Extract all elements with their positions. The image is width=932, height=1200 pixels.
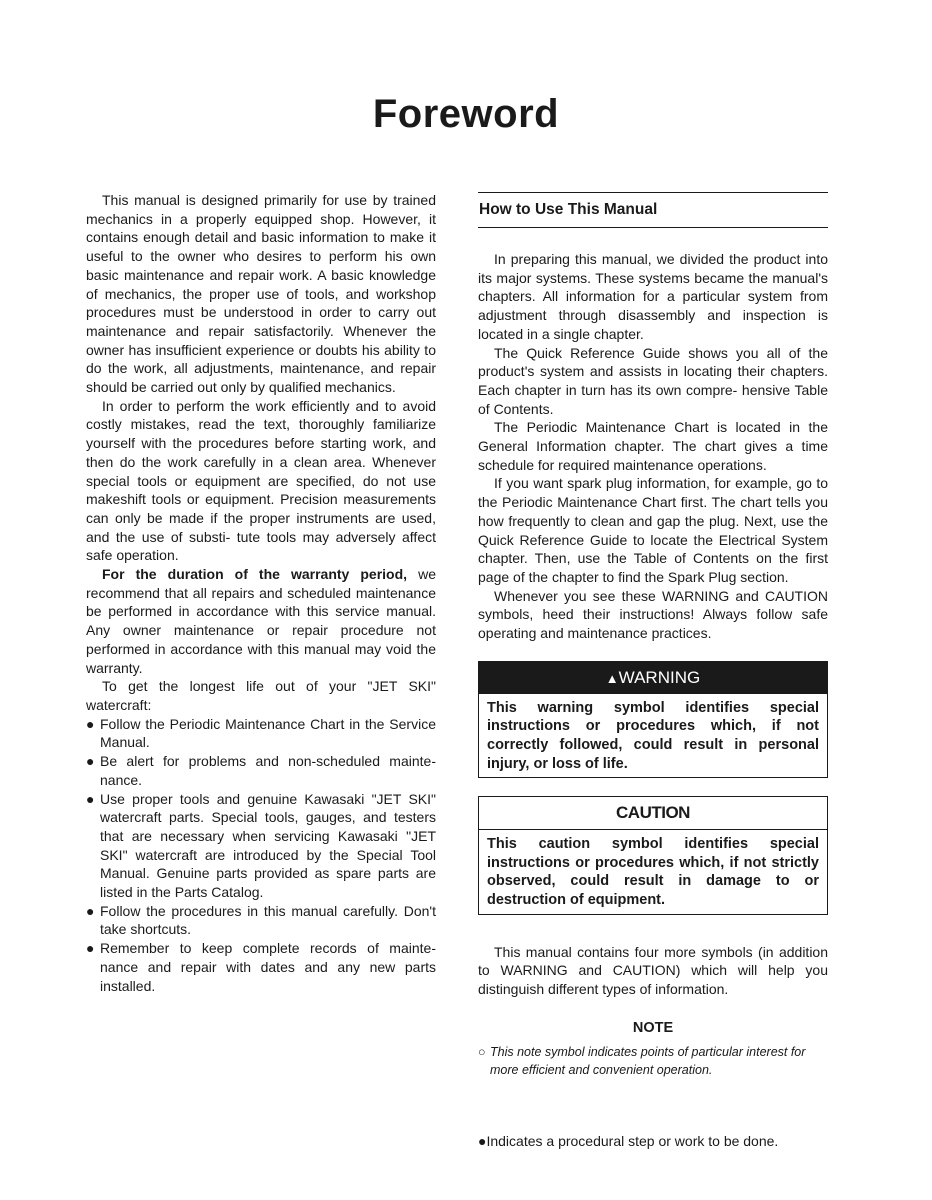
caution-text: This caution symbol identifies special instructions or procedures which, if not strictly observed, could result in damage to or destruction of equipment. (487, 836, 819, 908)
left-column (86, 191, 436, 995)
caution-box (478, 796, 828, 914)
intro-paragraph: This manual is designed primarily for use by trained mechanics in a properly equipped shop. However, it contains enough detail and basic information to make it useful to the owner who desires to perform his own basic maintenance and repair work. A basic knowledge of mechanics, the proper use of tools, and workshop procedures must be understood in order to carry out maintenance and repair satisfactorily. Whenever the owner has insufficient experience or doubts his ability to do the work, all adjustments, maintenance, and repair should be carried out only by qualified mechanics. (86, 192, 436, 396)
list-item (86, 715, 436, 752)
warranty-emphasis: For the duration of the warranty period, (102, 566, 408, 583)
longest-life-paragraph: To get the longest life out of your "JET SKI" watercraft: (86, 678, 436, 713)
efficiency-paragraph: In order to perform the work efficiently and to avoid costly mistakes, read the text, thoroughly familiarize yourself with the procedures before starting work, and then do the work carefully in a clean area. Whenever special tools or equipment are specified, do not use makeshift tools or equipment. Precision measurements can only be made if the proper instruments are used, and the use of substi- tute tools may adversely affect safe operation. (86, 397, 436, 564)
quick-reference-paragraph: The Quick Reference Guide shows you all of the product's system and assists in locating their chapters. Each chapter in turn has its own compre- hensive Table of Contents. (478, 344, 828, 417)
procedural-step-item (478, 1133, 778, 1149)
list-item (86, 902, 436, 939)
note-circle-icon: ○ (478, 1045, 486, 1060)
maintenance-chart-paragraph: The Periodic Maintenance Chart is located in the General Information chapter. The chart gives a time schedule for required maintenance operations. (478, 419, 828, 473)
step-bullet-icon: ● (478, 1133, 487, 1149)
caution-label: CAUTION (479, 797, 827, 830)
list-item-text: Follow the Periodic Maintenance Chart in the Service Manual. (100, 715, 436, 751)
bullet-icon: ● (86, 940, 95, 957)
right-column (478, 192, 828, 1079)
warning-triangle-icon: ▲ (605, 670, 619, 686)
bullet-icon: ● (86, 902, 95, 919)
chapters-paragraph: In preparing this manual, we divided the product into its major systems. These systems became the manual's chapters. All information for a particular system from adjustment through disassembly and inspection is located in a single chapter. (478, 251, 828, 342)
bullet-icon: ● (86, 790, 95, 807)
list-item (86, 939, 436, 995)
warning-text: This warning symbol identifies special instructions or procedures which, if not correctly followed, could result in personal injury, or loss of life. (487, 699, 819, 772)
page-title: Foreword (372, 92, 560, 136)
list-item (86, 752, 436, 789)
list-item (86, 790, 436, 902)
note-title: NOTE (632, 1019, 674, 1036)
more-symbols-paragraph: This manual contains four more symbols (in addition to WARNING and CAUTION) which will help you distinguish different types of information. (478, 943, 828, 997)
list-item-text: Remember to keep complete records of mainte- nance and repair with dates and any new parts installed. (100, 940, 436, 994)
list-item-text: Use proper tools and genuine Kawasaki "JET SKI" watercraft parts. Special tools, gauges, and testers that are necessary when servicing Kawasaki "JET SKI" watercraft are introduced by the Special Tool Manual. Genuine parts provided as spare parts are listed in the Parts Catalog. (100, 790, 436, 901)
warranty-text: we recommend that all repairs and scheduled maintenance be performed in accordance with this service manual. Any owner maintenance or repair procedure not performed in accordance with this manual may void the warranty. (86, 566, 437, 676)
warning-box (478, 661, 828, 778)
note-text: This note symbol indicates points of particular interest for more efficient and convenient operation. (490, 1045, 806, 1078)
bullet-icon: ● (86, 715, 95, 732)
warranty-paragraph (86, 565, 436, 677)
step-text: Indicates a procedural step or work to be done. (486, 1133, 779, 1149)
list-item-text: Follow the procedures in this manual carefully. Don't take shortcuts. (100, 902, 436, 938)
bullet-icon: ● (86, 753, 95, 770)
spark-plug-paragraph: If you want spark plug information, for example, go to the Periodic Maintenance Chart first. The chart tells you how frequently to clean and gap the plug. Next, use the Quick Reference Guide to locate the Electrical System chapter. Then, use the Table of Contents on the first page of the chapter to find the Spark Plug section. (478, 475, 828, 585)
warning-header (479, 662, 827, 694)
section-heading: How to Use This Manual (478, 192, 828, 228)
list-item-text: Be alert for problems and non-scheduled mainte- nance. (100, 753, 436, 788)
note-item (478, 1043, 828, 1079)
advice-list (86, 715, 436, 996)
symbols-paragraph: Whenever you see these WARNING and CAUTION symbols, heed their instructions! Always follow safe operating and maintenance practices. (478, 587, 828, 642)
warning-label: WARNING (618, 667, 701, 687)
